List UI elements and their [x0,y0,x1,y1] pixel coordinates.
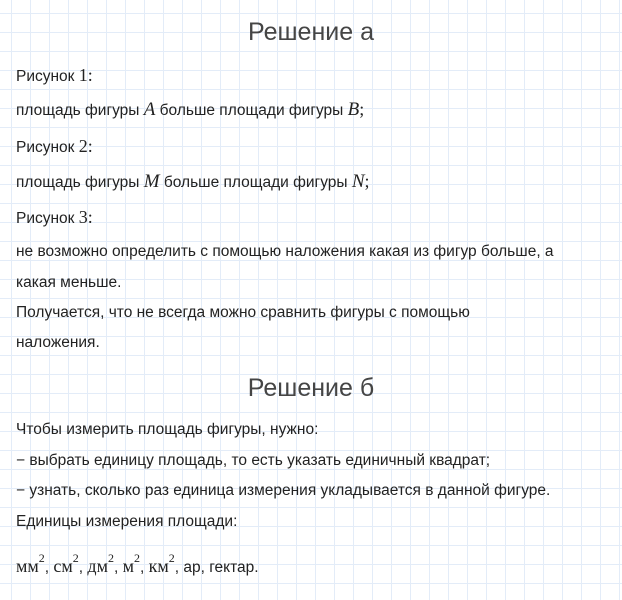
semicolon: ; [364,171,370,191]
statement-text: площадь фигуры [16,102,144,119]
separator: , [113,559,123,576]
separator: , [44,559,54,576]
unit-m2 [122,551,140,576]
semicolon: ; [359,99,365,119]
figure2-label [16,136,93,158]
unit-base: см [53,556,73,576]
measure-step-2: − узнать, сколько раз единица измерения укладывается в данной фигуре. [16,482,551,499]
statement-text: больше площади фигуры [159,174,352,191]
unit-base: м [122,556,134,576]
figure-label-text: Рисунок [16,210,79,227]
math-variable: N [351,171,365,192]
figure3-statement-line1: не возможно определить с помощью наложения какая из фигур больше, а [16,243,554,260]
figure-number: 2 [78,136,88,156]
unit-exponent: 2 [38,551,45,565]
conclusion-line1: Получается, что не всегда можно сравнить фигуры с помощью [16,304,470,321]
unit-base: дм [87,556,108,576]
math-variable: M [143,171,160,192]
measure-intro: Чтобы измерить площадь фигуры, нужно: [16,421,319,438]
measure-step-1: − выбрать единицу площадь, то есть указать единичный квадрат; [16,452,491,469]
colon: : [87,65,93,85]
unit-exponent: 2 [134,551,140,565]
heading-solution-b: Решение б [247,374,375,402]
separator: , [140,559,149,576]
unit-cm2 [53,551,79,576]
colon: : [87,136,93,156]
figure-number: 3 [78,207,88,227]
unit-base: км [148,556,169,576]
figure1-statement [16,99,364,121]
unit-km2 [148,551,175,576]
statement-text: площадь фигуры [16,174,144,191]
units-label: Единицы измерения площади: [16,513,238,530]
unit-exponent: 2 [168,551,175,565]
unit-dm2 [87,551,114,576]
units-list [16,551,259,578]
figure-label-text: Рисунок [16,139,79,156]
unit-mm2 [16,551,45,576]
unit-exponent: 2 [72,551,79,565]
figure3-label [16,207,93,229]
figure3-statement-line2: какая меньше. [16,274,122,291]
math-variable: A [143,99,156,120]
figure-number: 1 [78,65,88,85]
unit-exponent: 2 [107,551,114,565]
heading-solution-a: Решение а [248,18,374,46]
figure-label-text: Рисунок [16,68,79,85]
colon: : [87,207,93,227]
units-tail: , ар, гектар. [174,559,259,576]
figure1-label [16,65,93,87]
separator: , [78,559,88,576]
conclusion-line2: наложения. [16,334,100,351]
figure2-statement [16,171,370,193]
unit-base: мм [16,556,39,576]
math-variable: B [347,99,360,120]
statement-text: больше площади фигуры [155,102,348,119]
